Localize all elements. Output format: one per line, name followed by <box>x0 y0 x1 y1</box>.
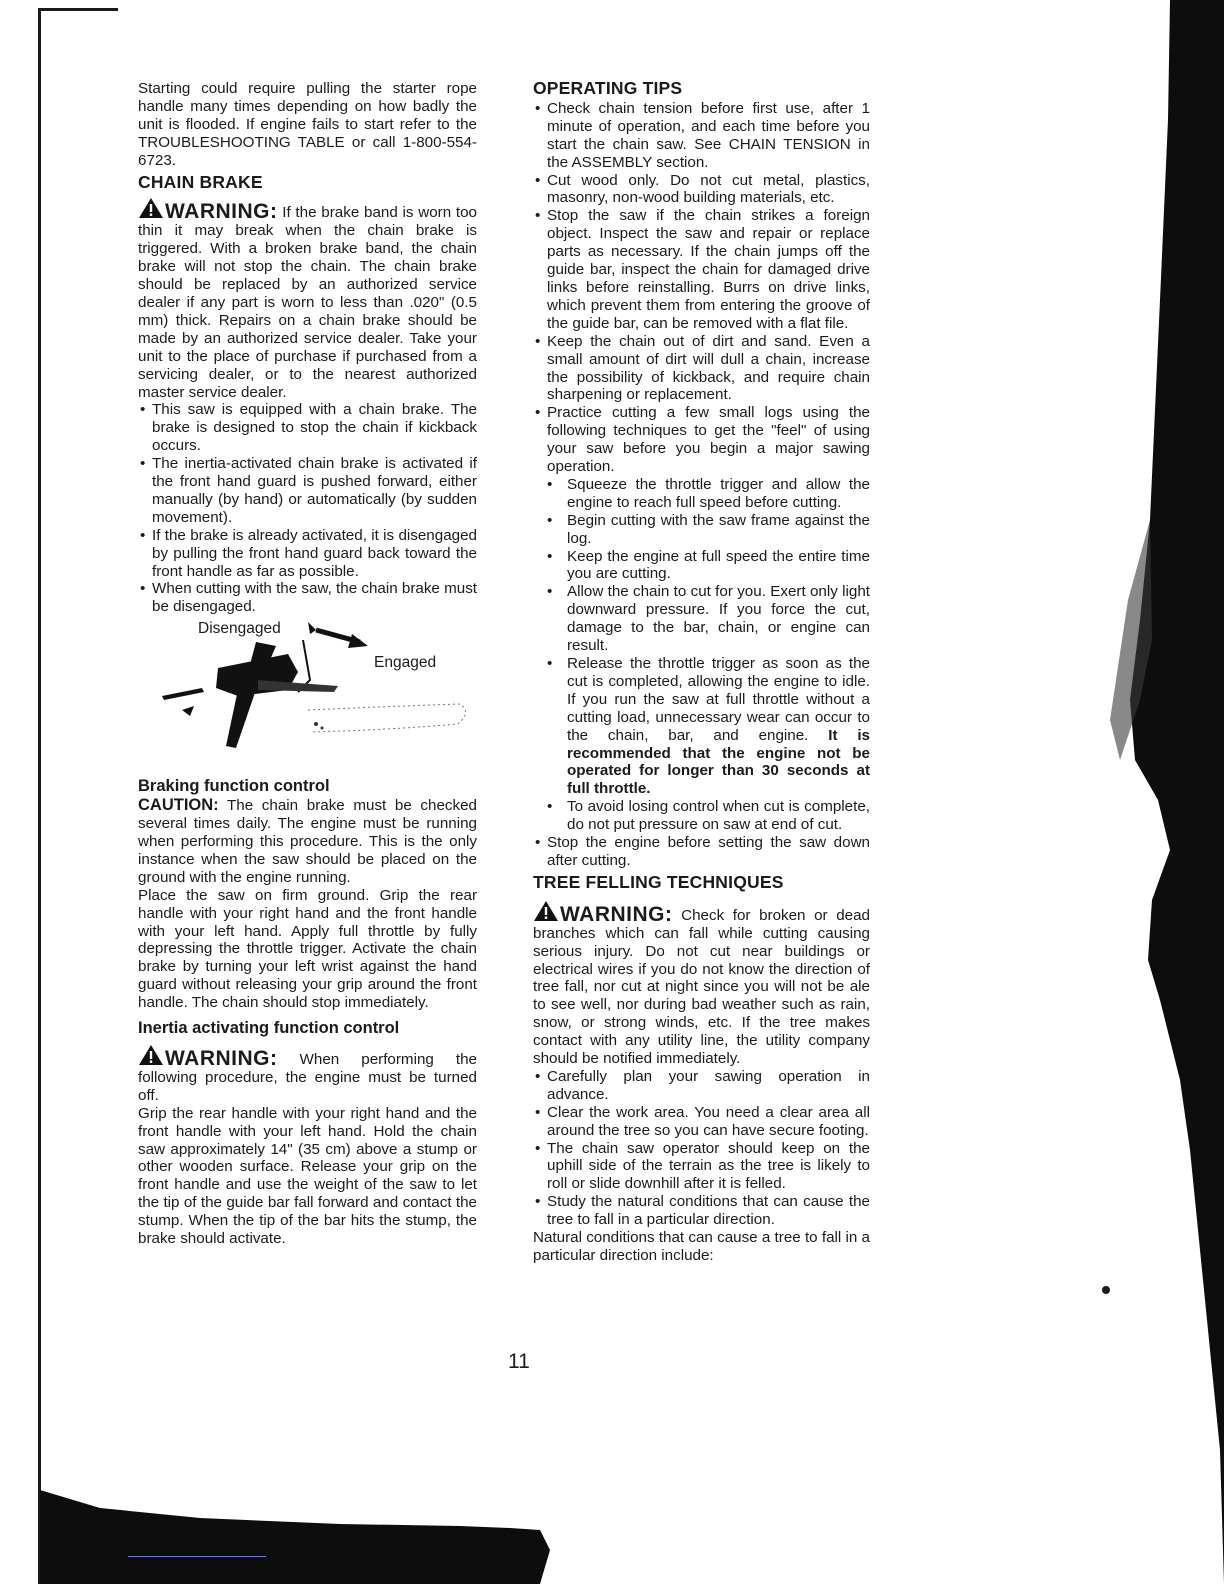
caution-label: CAUTION: <box>138 796 219 815</box>
intro-paragraph: Starting could require pulling the starter rope handle many times depending on how badly the unit is flooded. If engine fails to start refer to the TROUBLESHOOTING TABLE or call 1-800-554-6723. <box>138 80 477 169</box>
list-item: • The chain saw operator should keep on the uphill side of the terrain as the tree is likely to roll or slide downhill after it is felled. <box>533 1140 870 1194</box>
warning-text: Check for broken or dead branches which can fall while cutting causing serious injury. Do not cut near buildings or electrical wires if you do not know the direction of tree fall, nor cut at night since you will not be ale to see well, nor during bad weather such as rain, snow, or strong winds, etc. If the tree makes contact with any utility line, the utility company should be notified immediately. <box>533 906 870 1068</box>
list-item: • Keep the engine at full speed the entire time you are cutting. <box>533 548 870 584</box>
practice-sub-list <box>533 476 870 834</box>
figure-label-disengaged: Disengaged <box>198 620 281 638</box>
scan-dot <box>1102 1286 1110 1294</box>
release-tip-bold: It is recommended that the engine not be operated for longer than 30 seconds at full throttle. <box>567 726 870 798</box>
list-item: • Stop the engine before setting the saw down after cutting. <box>533 834 870 870</box>
warning-text: If the brake band is worn too thin it may break when the chain brake is triggered. With a broken brake band, the chain brake will not stop the chain. The chain brake should be replaced by an authorized service dealer if any part is worn to less than .020" (0.5 mm) thick. Repairs on a chain brake should be made by an authorized service dealer. Take your unit to the place of purchase if purchased from a servicing dealer, or to the nearest authorized master service dealer. <box>138 204 477 401</box>
warning-text: When performing the following procedure, the engine must be turned off. <box>138 1050 477 1104</box>
release-tip-text: Release the throttle trigger as soon as the cut is completed, allowing the engine to idle. If you run the saw at full throttle without a cutting load, unnecessary wear can occur to the chain, bar, and engine. <box>567 655 870 744</box>
figure-label-engaged: Engaged <box>374 654 437 672</box>
chain-brake-list <box>138 401 477 616</box>
warning-triangle-icon <box>138 1044 164 1066</box>
list-item: • Check chain tension before first use, after 1 minute of operation, and each time before you start the chain saw. See CHAIN TENSION in the ASSEMBLY section. <box>533 100 870 172</box>
scan-top-edge <box>38 8 118 11</box>
scan-bottom-shadow <box>40 1490 560 1584</box>
list-item: • When cutting with the saw, the chain brake must be disengaged. <box>138 580 477 616</box>
inertia-function-heading: Inertia activating function control <box>138 1019 400 1038</box>
list-item: • If the brake is already activated, it is disengaged by pulling the front hand guard back toward the front handle as far as possible. <box>138 527 477 581</box>
warning-label: WARNING: <box>165 200 278 224</box>
chain-saw-illustration <box>138 620 477 770</box>
list-item: • Stop the saw if the chain strikes a foreign object. Inspect the saw and repair or replace parts as necessary. If the chain jumps off the guide bar, inspect the chain for damaged drive links before reinstalling. Burrs on drive links, which prevent them from entering the groove of the guide bar, can be removed with a flat file. <box>533 207 870 332</box>
list-item: • The inertia-activated chain brake is activated if the front hand guard is pushed forward, either manually (by hand) or automatically (by sudden movement). <box>138 455 477 527</box>
inertia-paragraph: Grip the rear handle with your right hand and the front handle with your left hand. Hold the chain saw approximately 14" (35 cm) above a stump or other wooden surface. Release your grip on the front handle and use the weight of the saw to let the tip of the guide bar fall forward and contact the stump. When the tip of the bar hits the stump, the brake should activate. <box>138 1104 477 1248</box>
scan-right-shadow <box>1040 0 1224 1584</box>
page-number: 11 <box>508 1350 530 1373</box>
list-item: • Keep the chain out of dirt and sand. Even a small amount of dirt will dull a chain, increase the possibility of kickback, and require chain sharpening or replacement. <box>533 333 870 405</box>
chain-brake-heading: CHAIN BRAKE <box>138 171 263 192</box>
tree-felling-heading: TREE FELLING TECHNIQUES <box>533 871 784 892</box>
warning-block-inertia <box>138 1044 477 1105</box>
list-item: • This saw is equipped with a chain brake. The brake is designed to stop the chain if kickback occurs. <box>138 401 477 455</box>
stop-tip-list <box>533 834 870 870</box>
chain-brake-figure <box>138 620 477 770</box>
list-item: • Clear the work area. You need a clear area all around the tree so you can have secure footing. <box>533 1104 870 1140</box>
braking-paragraph: Place the saw on firm ground. Grip the rear handle with your right hand and the front handle with your left hand. Apply full throttle by fully depressing the throttle trigger. Activate the chain brake by turning your left wrist against the hand guard without releasing your grip around the front handle. The chain should stop immediately. <box>138 886 477 1012</box>
list-item: • Begin cutting with the saw frame against the log. <box>533 512 870 548</box>
braking-function-heading: Braking function control <box>138 777 330 796</box>
warning-triangle-icon <box>138 197 164 219</box>
list-item: • Practice cutting a few small logs using the following techniques to get the "feel" of using your saw before you begin a major sawing operation. <box>533 404 870 476</box>
list-item: • To avoid losing control when cut is complete, do not put pressure on saw at end of cut. <box>533 798 870 834</box>
list-item: • Carefully plan your sawing operation in advance. <box>533 1068 870 1104</box>
scan-blue-line <box>128 1556 266 1557</box>
felling-list <box>533 1068 870 1229</box>
list-item: • Study the natural conditions that can cause the tree to fall in a particular direction. <box>533 1193 870 1229</box>
list-item: • Squeeze the throttle trigger and allow the engine to reach full speed before cutting. <box>533 476 870 512</box>
warning-label: WARNING: <box>165 1046 278 1070</box>
warning-triangle-icon <box>533 900 559 922</box>
caution-paragraph <box>138 797 477 887</box>
scan-left-edge <box>38 8 41 1584</box>
warning-block-felling <box>533 900 870 1068</box>
left-column <box>138 80 477 1248</box>
operating-tips-heading: OPERATING TIPS <box>533 78 683 98</box>
list-item: • Allow the chain to cut for you. Exert only light downward pressure. If you force the cut, damage to the bar, chain, or engine can result. <box>533 583 870 655</box>
right-column <box>533 80 870 1265</box>
natural-conditions-paragraph: Natural conditions that can cause a tree to fall in a particular direction include: <box>533 1229 870 1264</box>
warning-label: WARNING: <box>560 902 673 926</box>
caution-text: The chain brake must be checked several times daily. The engine must be running when performing this procedure. This is the only instance when the saw should be placed on the ground with the engine running. <box>138 797 477 886</box>
warning-block-chain-brake <box>138 197 477 401</box>
operating-tips-list <box>533 100 870 476</box>
list-item <box>533 655 870 798</box>
list-item: • Cut wood only. Do not cut metal, plastics, masonry, non-wood building materials, etc. <box>533 172 870 208</box>
